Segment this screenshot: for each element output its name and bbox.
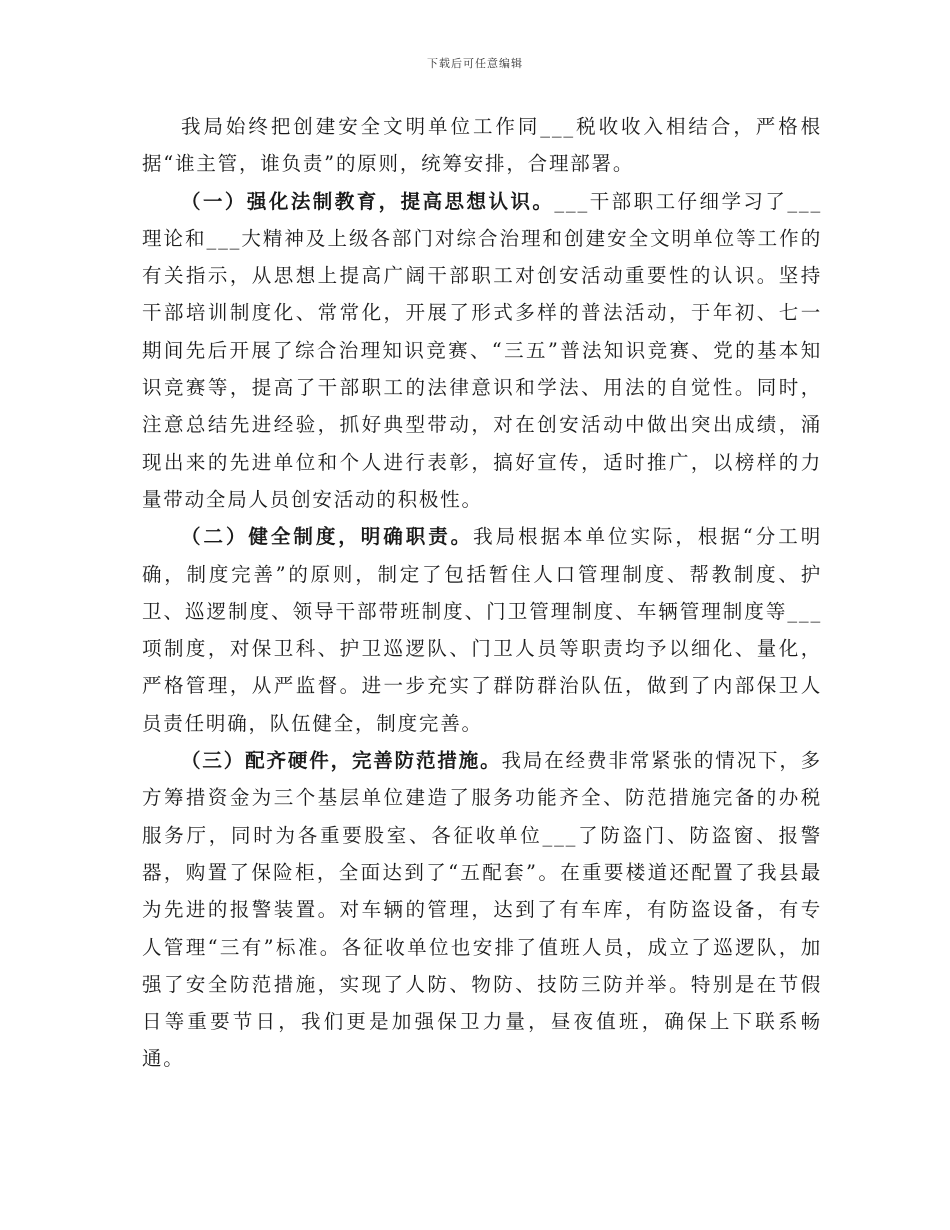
section-one-text: ___干部职工仔细学习了___理论和___大精神及上级各部门对综合治理和创建安全文明单位等工作的有关指示，从思想上提高广阔干部职工对创安活动重要性的认识。坚持干部培训制度化、常常化，开展了形式多样的普法活动，于年初、七一期间先后开展了综合治理知识竞赛、“三五”普法知识竞赛、党的基本知识竞赛等，提高了干部职工的法律意识和学法、用法的自觉性。同时，注意总结先进经验，抓好典型带动，对在创安活动中做出突出成绩，涌现出来的先进单位和个人进行表彰，搞好宣传，适时推广，以榜样的力量带动全局人员创安活动的积极性。 (142, 189, 823, 511)
section-two-text: 我局根据本单位实际，根据“分工明确，制度完善”的原则，制定了包括暂住人口管理制度、帮教制度、护卫、巡逻制度、领导干部带班制度、门卫管理制度、车辆管理制度等___项制度，对保卫科、护卫巡逻队、门卫人员等职责均予以细化、量化，严格管理，从严监督。进一步充实了群防群治队伍，做到了内部保卫人员责任明确，队伍健全，制度完善。 (142, 525, 822, 735)
intro-paragraph (142, 108, 822, 183)
section-three-paragraph (142, 742, 822, 1078)
section-three-heading: （三）配齐硬件，完善防范措施。 (181, 749, 502, 773)
section-two-paragraph (142, 518, 822, 742)
intro-paragraph-text: 我局始终把创建安全文明单位工作同___税收收入相结合，严格根据“谁主管，谁负责”的原则，统筹安排，合理部署。 (142, 115, 822, 176)
document-body (142, 108, 822, 1078)
section-two-heading: （二）健全制度，明确职责。 (181, 525, 474, 549)
section-one-heading: （一）强化法制教育，提高思想认识。 (181, 189, 555, 213)
section-three-text: 我局在经费非常紧张的情况下，多方筹措资金为三个基层单位建造了服务功能齐全、防范措施完备的办税服务厅，同时为各重要股室、各征收单位___了防盗门、防盗窗、报警器，购置了保险柜，全面达到了“五配套”。在重要楼道还配置了我县最为先进的报警装置。对车辆的管理，达到了有车库，有防盗设备，有专人管理“三有”标准。各征收单位也安排了值班人员，成立了巡逻队，加强了安全防范措施，实现了人防、物防、技防三防并举。特别是在节假日等重要节日，我们更是加强保卫力量，昼夜值班，确保上下联系畅通。 (142, 749, 822, 1071)
section-one-paragraph (142, 183, 822, 519)
page-header: 下载后可任意编辑 (427, 57, 523, 70)
